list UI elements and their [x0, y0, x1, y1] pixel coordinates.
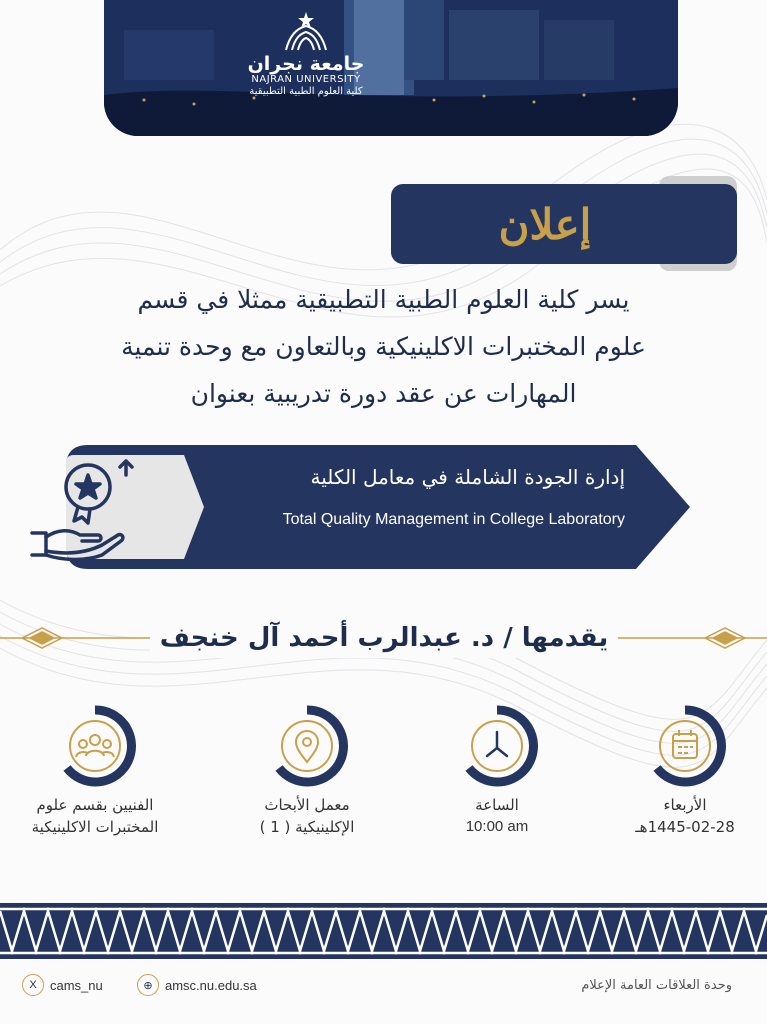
website-link[interactable] [137, 974, 257, 996]
time-value: 10:00 am [465, 818, 529, 835]
presenter-name: يقدمها / د. عبدالرب أحمد آل خنجف [150, 618, 618, 658]
university-emblem-icon [276, 10, 336, 52]
university-name-english: NAJRAN UNIVERSITY [251, 74, 361, 85]
detail-date [597, 698, 767, 838]
time-label: الساعة [475, 796, 519, 814]
college-name: كلية العلوم الطبية التطبيقية [249, 86, 363, 97]
footer-pattern [0, 903, 767, 959]
university-logo [244, 10, 368, 98]
footer-department: وحدة العلاقات العامة الإعلام [581, 978, 732, 993]
campus-skyline-image [104, 0, 678, 136]
calendar-icon [637, 698, 733, 794]
header-banner [104, 0, 678, 136]
audience-line: الفنيين بقسم علوم [36, 796, 154, 814]
location-line: الإكلينيكية ( 1 ) [259, 818, 355, 836]
x-twitter-icon: X [22, 974, 44, 996]
course-title-arabic: إدارة الجودة الشاملة في معامل الكلية [310, 465, 625, 489]
course-title-english: Total Quality Management in College Laboratory [282, 511, 625, 528]
announcement-title: إعلان [498, 199, 592, 249]
intro-line: يسر كلية العلوم الطبية التطبيقية ممثلا في قسم [137, 285, 630, 314]
date-weekday: الأربعاء [663, 796, 707, 814]
twitter-handle: cams_nu [50, 977, 103, 993]
audience-line: المختبرات الاكلينيكية [31, 818, 159, 836]
twitter-link[interactable] [22, 974, 103, 996]
globe-icon: ⊕ [137, 974, 159, 996]
intro-text [60, 276, 707, 417]
intro-line: علوم المختبرات الاكلينيكية وبالتعاون مع وحدة تنمية [121, 332, 646, 361]
footer [0, 964, 767, 1024]
website-url: amsc.nu.edu.sa [165, 977, 257, 993]
date-value: 1445-02-28هـ [635, 818, 735, 836]
intro-line: المهارات عن عقد دورة تدريبية بعنوان [190, 379, 577, 408]
people-group-icon [47, 698, 143, 794]
quality-award-hand-icon [28, 455, 138, 565]
detail-audience [7, 698, 183, 838]
clock-icon [449, 698, 545, 794]
detail-location [219, 698, 395, 838]
detail-time [409, 698, 585, 838]
university-name-arabic: جامعة نجران [247, 53, 365, 75]
location-line: معمل الأبحاث [264, 796, 350, 814]
location-pin-icon [259, 698, 355, 794]
